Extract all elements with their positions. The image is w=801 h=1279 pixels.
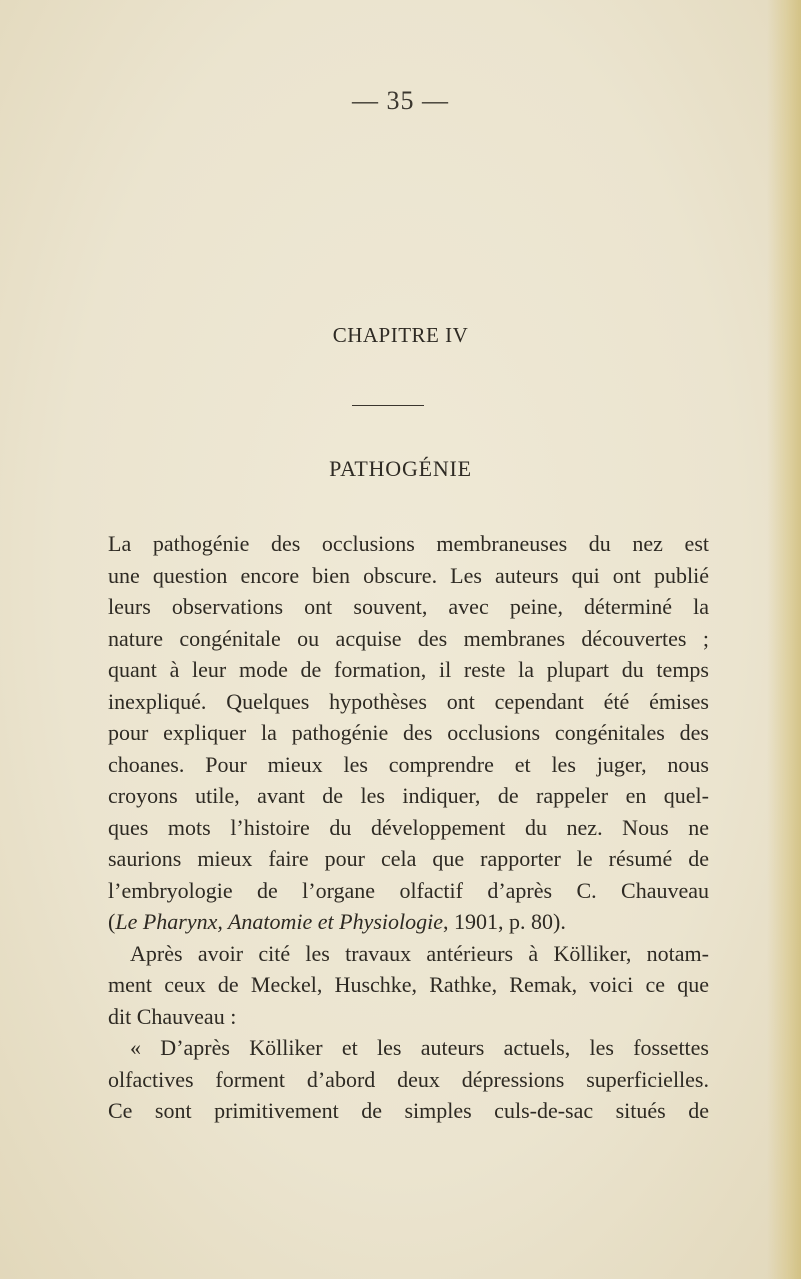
text-line: choanes. Pour mieux les comprendre et les juger, nous xyxy=(108,751,709,777)
text-line: une question encore bien obscure. Les auteurs qui ont publié xyxy=(108,562,709,588)
text-line: croyons utile, avant de les indiquer, de rappeler en quel- xyxy=(108,783,709,808)
text-line: pour expliquer la pathogénie des occlusions congénitales des xyxy=(108,720,709,745)
citation-line xyxy=(108,907,709,937)
text-line: Après avoir cité les travaux antérieurs à Kölliker, notam- xyxy=(130,940,709,966)
page-number: — 35 — xyxy=(352,86,449,115)
chapter-title: CHAPITRE IV xyxy=(332,323,469,347)
citation-open: ( xyxy=(108,909,116,934)
text-line: ment ceux de Meckel, Huschke, Rathke, Remak, voici ce que xyxy=(108,972,709,997)
quote-line: Ce sont primitivement de simples culs-de-sac situés de xyxy=(108,1098,709,1123)
page-edge-stain xyxy=(767,0,801,1279)
text-line: leurs observations ont souvent, avec peine, déterminé la xyxy=(108,594,709,619)
citation-details: , 1901, p. 80). xyxy=(443,909,566,934)
text-line: nature congénitale ou acquise des membranes découvertes ; xyxy=(108,625,709,651)
text-line: saurions mieux faire pour cela que rapporter le résumé de xyxy=(108,846,709,871)
text-line: l’embryologie de l’organe olfactif d’après C. Chauveau xyxy=(108,877,709,903)
text-line: dit Chauveau : xyxy=(108,1003,237,1029)
text-line: La pathogénie des occlusions membraneuses du nez est xyxy=(108,531,709,556)
text-line: inexpliqué. Quelques hypothèses ont cependant été émises xyxy=(108,688,709,714)
quote-line: olfactives forment d’abord deux dépressions superficielles. xyxy=(108,1066,709,1092)
text-line: ques mots l’histoire du développement du nez. Nous ne xyxy=(108,814,709,840)
cited-work-title: Le Pharynx, Anatomie et Physiologie xyxy=(115,909,444,934)
text-line: quant à leur mode de formation, il reste la plupart du temps xyxy=(108,657,709,682)
quote-line: « D’après Kölliker et les auteurs actuels, les fossettes xyxy=(130,1035,709,1060)
section-title: PATHOGÉNIE xyxy=(329,456,472,481)
title-divider xyxy=(352,405,424,406)
